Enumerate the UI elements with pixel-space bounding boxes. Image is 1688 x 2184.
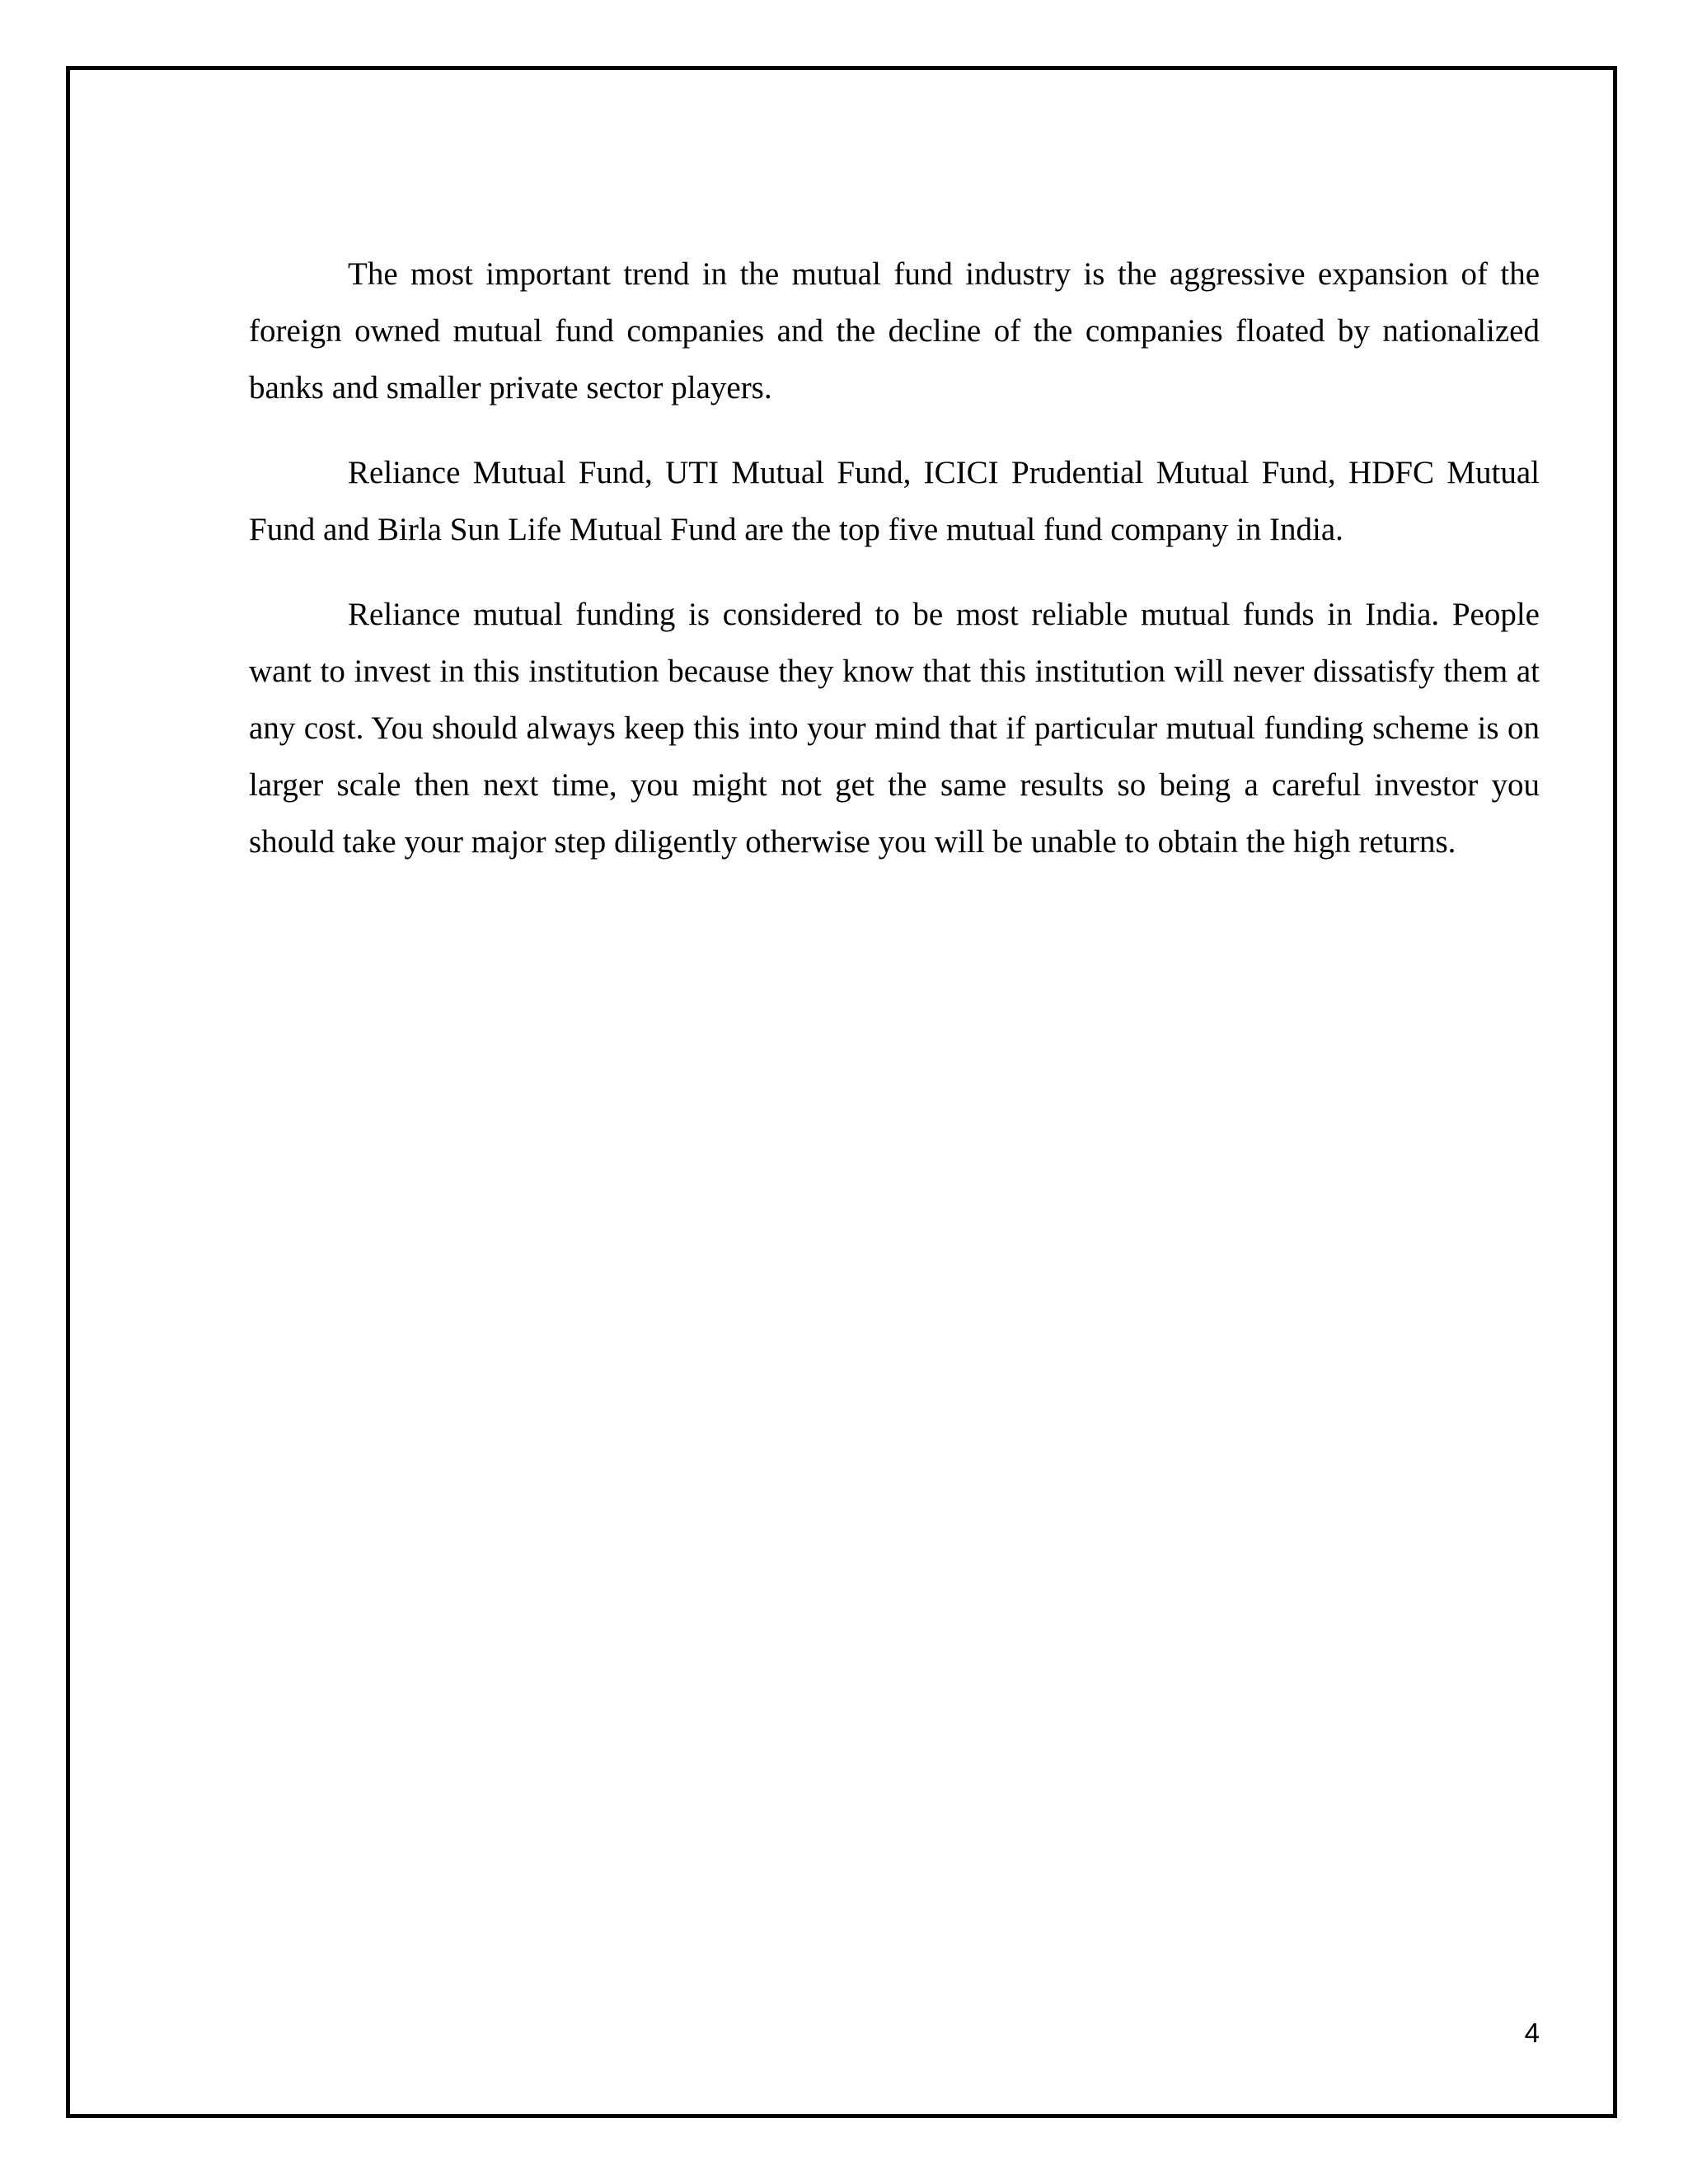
- paragraph-reliance-funding: Reliance mutual funding is considered to be most reliable mutual funds in India. People want to invest in this institution because they know that this institution will never dissatisfy them at any cost. You should always keep this into your mind that if particular mutual funding scheme is on larger scale then next time, you might not get the same results so being a careful investor you should take your major step diligently otherwise you will be unable to obtain the high returns.: [249, 597, 1540, 860]
- paragraph-top-five-funds: Reliance Mutual Fund, UTI Mutual Fund, ICICI Prudential Mutual Fund, HDFC Mutual Fund and Birla Sun Life Mutual Fund are the top five mutual fund company in India.: [249, 455, 1540, 547]
- paragraph-industry-trend: The most important trend in the mutual fund industry is the aggressive expansion of the foreign owned mutual fund companies and the decline of the companies floated by nationalized banks and smaller private sector players.: [249, 256, 1540, 405]
- page-number: 4: [1524, 2018, 1540, 2048]
- document-body: [249, 246, 1540, 898]
